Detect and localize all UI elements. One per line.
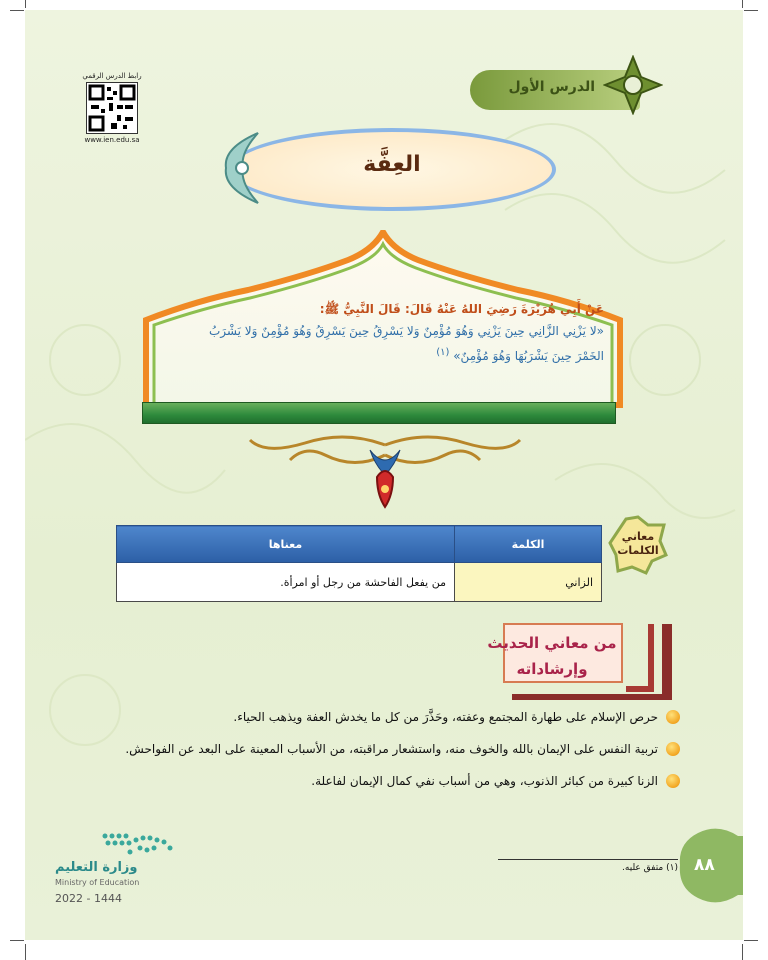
col-word-header: الكلمة bbox=[455, 526, 602, 563]
crop-mark bbox=[744, 940, 758, 941]
bullet-icon bbox=[666, 774, 680, 788]
decorative-ornament-icon bbox=[245, 425, 525, 515]
qr-code-block[interactable] bbox=[72, 72, 152, 154]
crop-mark bbox=[25, 0, 26, 8]
crop-mark bbox=[10, 940, 24, 941]
qr-pattern bbox=[87, 83, 137, 133]
guidance-list bbox=[120, 708, 680, 804]
bullet-icon bbox=[666, 742, 680, 756]
ministry-logo bbox=[55, 830, 175, 910]
hadith-footnote-ref: (١) bbox=[436, 347, 450, 358]
list-item bbox=[120, 708, 680, 740]
lesson-title-oval bbox=[228, 128, 556, 211]
badge-line-1: معاني bbox=[621, 530, 655, 543]
edition-year: 2022 - 1444 bbox=[55, 892, 122, 905]
qr-url: www.ien.edu.sa bbox=[84, 136, 140, 144]
lesson-star-ornament-icon bbox=[603, 55, 663, 115]
section-title-line2: وإرشاداته bbox=[516, 660, 588, 678]
vocab-header-row bbox=[117, 526, 602, 563]
ministry-dots-icon bbox=[100, 830, 175, 858]
section-title-line1: من معاني الحديث bbox=[487, 634, 617, 652]
list-item-text: حرص الإسلام على طهارة المجتمع وعفته، وحَذَّرَ من كل ما يخدش العفة ويذهب الحياء. bbox=[233, 710, 658, 724]
qr-label: رابط الدرس الرقمي bbox=[82, 72, 142, 80]
bullet-icon bbox=[666, 710, 680, 724]
vocab-table bbox=[116, 525, 602, 602]
list-item-text: الزنا كبيرة من كبائر الذنوب، وهي من أسباب نفي كمال الإيمان لفاعلة. bbox=[311, 774, 658, 788]
badge-line-2: الكلمات bbox=[617, 544, 659, 557]
vocab-meaning: من يفعل الفاحشة من رجل أو امرأة. bbox=[117, 563, 455, 602]
lesson-title: العِفَّة bbox=[363, 152, 421, 177]
list-item bbox=[120, 772, 680, 804]
list-item bbox=[120, 740, 680, 772]
hadith-base-bar bbox=[142, 402, 616, 424]
vocab-badge bbox=[608, 515, 668, 575]
crop-mark bbox=[742, 944, 743, 960]
ministry-name-ar: وزارة التعليم bbox=[55, 860, 138, 875]
ministry-name-en: Ministry of Education bbox=[55, 878, 140, 887]
title-flourish-icon bbox=[218, 128, 268, 208]
section-heading bbox=[487, 622, 682, 702]
table-row bbox=[117, 563, 602, 602]
footnote: (١) متفق عليه. bbox=[622, 863, 678, 873]
vocab-word: الزاني bbox=[455, 563, 602, 602]
crop-mark bbox=[10, 10, 24, 11]
crop-mark bbox=[742, 0, 743, 8]
col-meaning-header: معناها bbox=[117, 526, 455, 563]
lesson-label: الدرس الأول bbox=[508, 79, 595, 95]
list-item-text: تربية النفس على الإيمان بالله والخوف منه، واستشعار مراقبته، من الأسباب المعينة على البعد عن الفواحش. bbox=[125, 742, 658, 756]
crop-mark bbox=[25, 944, 26, 960]
hadith-text-block bbox=[182, 298, 604, 367]
footnote-divider bbox=[498, 859, 678, 860]
hadith-body: «لا يَزْنِي الزَّانِي حِينَ يَزْنِي وَهُوَ مُؤْمِنٌ وَلا يَسْرِقُ حِينَ يَسْرِقُ وَهُوَ مُؤْمِنٌ وَلا يَشْرَبُ الخَمْرَ حِينَ يَشْرَبُهَا وَهُوَ مُؤْمِنٌ» bbox=[208, 324, 604, 363]
page-number: ٨٨ bbox=[694, 855, 715, 875]
crop-mark bbox=[744, 10, 758, 11]
hadith-narrator: عَنْ أَبِي هُرَيْرَةَ رَضِيَ اللهُ عَنْهُ قَالَ: قَالَ النَّبِيُّ ﷺ: bbox=[319, 302, 604, 316]
qr-code[interactable] bbox=[86, 82, 138, 134]
